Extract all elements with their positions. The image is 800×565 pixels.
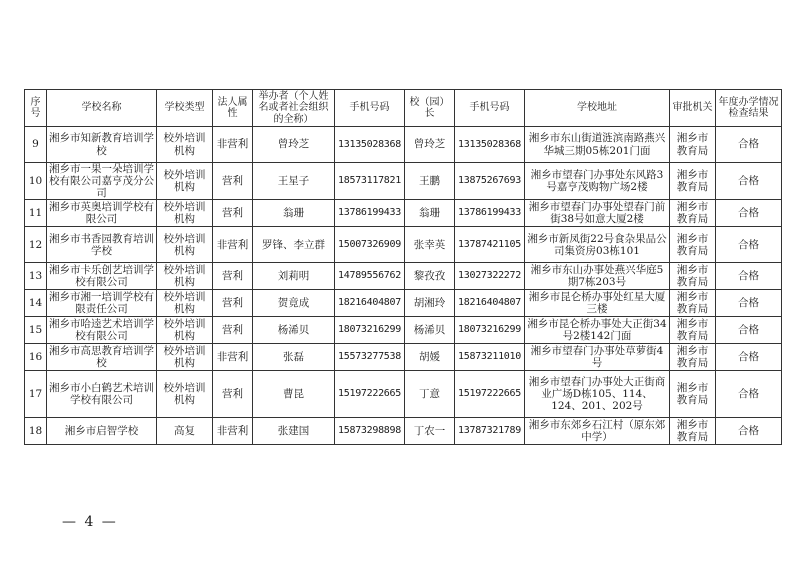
cell-addr: 湘乡市东山街道涟滨南路燕兴华城三期05栋201门面 [525, 127, 670, 163]
table-row [25, 344, 782, 371]
cell-type: 校外培训机构 [157, 127, 213, 163]
cell-org: 湘乡市教育局 [670, 127, 716, 163]
cell-org: 湘乡市教育局 [670, 371, 716, 418]
cell-no: 9 [25, 127, 47, 163]
header-cell: 法人属性 [213, 90, 253, 127]
cell-head: 杨浠贝 [405, 317, 455, 344]
cell-phone1: 15197222665 [335, 371, 405, 418]
cell-result: 合格 [716, 344, 782, 371]
cell-phone2: 15873211010 [455, 344, 525, 371]
header-cell: 审批机关 [670, 90, 716, 127]
cell-no: 13 [25, 263, 47, 290]
cell-phone1: 15873298898 [335, 418, 405, 445]
cell-name: 湘乡市小白鹤艺术培训学校有限公司 [47, 371, 157, 418]
cell-type: 校外培训机构 [157, 263, 213, 290]
cell-result: 合格 [716, 127, 782, 163]
cell-phone1: 18216404807 [335, 290, 405, 317]
cell-phone2: 18216404807 [455, 290, 525, 317]
cell-attr: 营利 [213, 200, 253, 227]
cell-phone1: 13786199433 [335, 200, 405, 227]
cell-name: 湘乡市一果一朵培训学校有限公司嘉亨茂分公司 [47, 163, 157, 200]
cell-no: 16 [25, 344, 47, 371]
cell-result: 合格 [716, 163, 782, 200]
cell-result: 合格 [716, 200, 782, 227]
header-cell: 举办者（个人姓名或者社会组织的全称） [253, 90, 335, 127]
cell-phone1: 18073216299 [335, 317, 405, 344]
cell-head: 张幸英 [405, 227, 455, 263]
cell-result: 合格 [716, 263, 782, 290]
school-inspection-table [24, 89, 782, 445]
page-number: — 4 — [62, 514, 118, 530]
cell-name: 湘乡市卡乐创艺培训学校有限公司 [47, 263, 157, 290]
cell-no: 17 [25, 371, 47, 418]
cell-name: 湘乡市启智学校 [47, 418, 157, 445]
cell-addr: 湘乡市望春门办事处望春门前街38号如意大厦2楼 [525, 200, 670, 227]
cell-addr: 湘乡市望春门办事处草萝街4号 [525, 344, 670, 371]
cell-name: 湘乡市英奥培训学校有限公司 [47, 200, 157, 227]
header-cell: 年度办学情况检查结果 [716, 90, 782, 127]
table-row [25, 317, 782, 344]
cell-no: 18 [25, 418, 47, 445]
cell-type: 校外培训机构 [157, 200, 213, 227]
cell-sponsor: 曾玲芝 [253, 127, 335, 163]
cell-type: 校外培训机构 [157, 290, 213, 317]
header-cell: 手机号码 [455, 90, 525, 127]
cell-attr: 营利 [213, 371, 253, 418]
cell-phone2: 13786199433 [455, 200, 525, 227]
cell-type: 校外培训机构 [157, 317, 213, 344]
cell-phone2: 13875267693 [455, 163, 525, 200]
cell-type: 校外培训机构 [157, 227, 213, 263]
cell-org: 湘乡市教育局 [670, 163, 716, 200]
table-row [25, 418, 782, 445]
cell-addr: 湘乡市望春门办事处东风路3号嘉亨茂购物广场2楼 [525, 163, 670, 200]
cell-type: 高复 [157, 418, 213, 445]
cell-org: 湘乡市教育局 [670, 200, 716, 227]
cell-type: 校外培训机构 [157, 371, 213, 418]
cell-no: 14 [25, 290, 47, 317]
cell-sponsor: 翁珊 [253, 200, 335, 227]
cell-phone1: 13135028368 [335, 127, 405, 163]
cell-attr: 非营利 [213, 227, 253, 263]
table-row [25, 163, 782, 200]
cell-addr: 湘乡市新凤街22号食杂果品公司集资房03栋101 [525, 227, 670, 263]
cell-result: 合格 [716, 227, 782, 263]
cell-phone2: 18073216299 [455, 317, 525, 344]
table-row [25, 263, 782, 290]
cell-sponsor: 刘莉明 [253, 263, 335, 290]
cell-head: 胡媛 [405, 344, 455, 371]
cell-phone2: 15197222665 [455, 371, 525, 418]
cell-org: 湘乡市教育局 [670, 227, 716, 263]
cell-addr: 湘乡市昆仑桥办事处红星大厦三楼 [525, 290, 670, 317]
cell-addr: 湘乡市望春门办事处大正街商业广场D栋105、114、124、201、202号 [525, 371, 670, 418]
cell-sponsor: 罗锋、李立群 [253, 227, 335, 263]
cell-org: 湘乡市教育局 [670, 418, 716, 445]
cell-no: 11 [25, 200, 47, 227]
cell-phone2: 13787421105 [455, 227, 525, 263]
cell-result: 合格 [716, 418, 782, 445]
table-row [25, 127, 782, 163]
header-cell: 学校名称 [47, 90, 157, 127]
header-cell: 序号 [25, 90, 47, 127]
cell-attr: 非营利 [213, 127, 253, 163]
table-row [25, 290, 782, 317]
cell-addr: 湘乡市东郊乡石江村（原东郊中学） [525, 418, 670, 445]
cell-phone1: 15007326909 [335, 227, 405, 263]
header-cell: 学校类型 [157, 90, 213, 127]
cell-sponsor: 杨浠贝 [253, 317, 335, 344]
cell-name: 湘乡市哈逵艺术培训学校有限公司 [47, 317, 157, 344]
table-row [25, 227, 782, 263]
cell-attr: 非营利 [213, 344, 253, 371]
cell-attr: 非营利 [213, 418, 253, 445]
cell-phone2: 13027322272 [455, 263, 525, 290]
cell-head: 王鹏 [405, 163, 455, 200]
header-row [25, 90, 782, 127]
cell-no: 12 [25, 227, 47, 263]
cell-phone2: 13135028368 [455, 127, 525, 163]
cell-name: 湘乡市知新教育培训学校 [47, 127, 157, 163]
cell-attr: 营利 [213, 290, 253, 317]
cell-phone1: 15573277538 [335, 344, 405, 371]
cell-org: 湘乡市教育局 [670, 344, 716, 371]
cell-name: 湘乡市高思教育培训学校 [47, 344, 157, 371]
table-body [25, 127, 782, 445]
cell-org: 湘乡市教育局 [670, 317, 716, 344]
cell-addr: 湘乡市东山办事处燕兴华庭5期7栋203号 [525, 263, 670, 290]
cell-no: 15 [25, 317, 47, 344]
cell-type: 校外培训机构 [157, 344, 213, 371]
cell-attr: 营利 [213, 263, 253, 290]
header-cell: 手机号码 [335, 90, 405, 127]
cell-type: 校外培训机构 [157, 163, 213, 200]
cell-org: 湘乡市教育局 [670, 263, 716, 290]
cell-name: 湘乡市湘一培训学校有限责任公司 [47, 290, 157, 317]
cell-head: 丁意 [405, 371, 455, 418]
cell-attr: 营利 [213, 163, 253, 200]
cell-name: 湘乡市书香园教育培训学校 [47, 227, 157, 263]
cell-result: 合格 [716, 317, 782, 344]
cell-sponsor: 王星子 [253, 163, 335, 200]
cell-result: 合格 [716, 290, 782, 317]
cell-phone1: 14789556762 [335, 263, 405, 290]
cell-sponsor: 张磊 [253, 344, 335, 371]
cell-phone2: 13787321789 [455, 418, 525, 445]
cell-attr: 营利 [213, 317, 253, 344]
cell-head: 丁农一 [405, 418, 455, 445]
cell-sponsor: 张建国 [253, 418, 335, 445]
cell-head: 曾玲芝 [405, 127, 455, 163]
cell-sponsor: 曹昆 [253, 371, 335, 418]
cell-sponsor: 贺竟成 [253, 290, 335, 317]
header-cell: 校（园）长 [405, 90, 455, 127]
table-row [25, 371, 782, 418]
cell-phone1: 18573117821 [335, 163, 405, 200]
cell-no: 10 [25, 163, 47, 200]
cell-org: 湘乡市教育局 [670, 290, 716, 317]
cell-head: 翁珊 [405, 200, 455, 227]
header-cell: 学校地址 [525, 90, 670, 127]
cell-head: 黎孜孜 [405, 263, 455, 290]
table-row [25, 200, 782, 227]
cell-addr: 湘乡市昆仑桥办事处大正街34号2楼142门面 [525, 317, 670, 344]
cell-result: 合格 [716, 371, 782, 418]
cell-head: 胡湘玲 [405, 290, 455, 317]
